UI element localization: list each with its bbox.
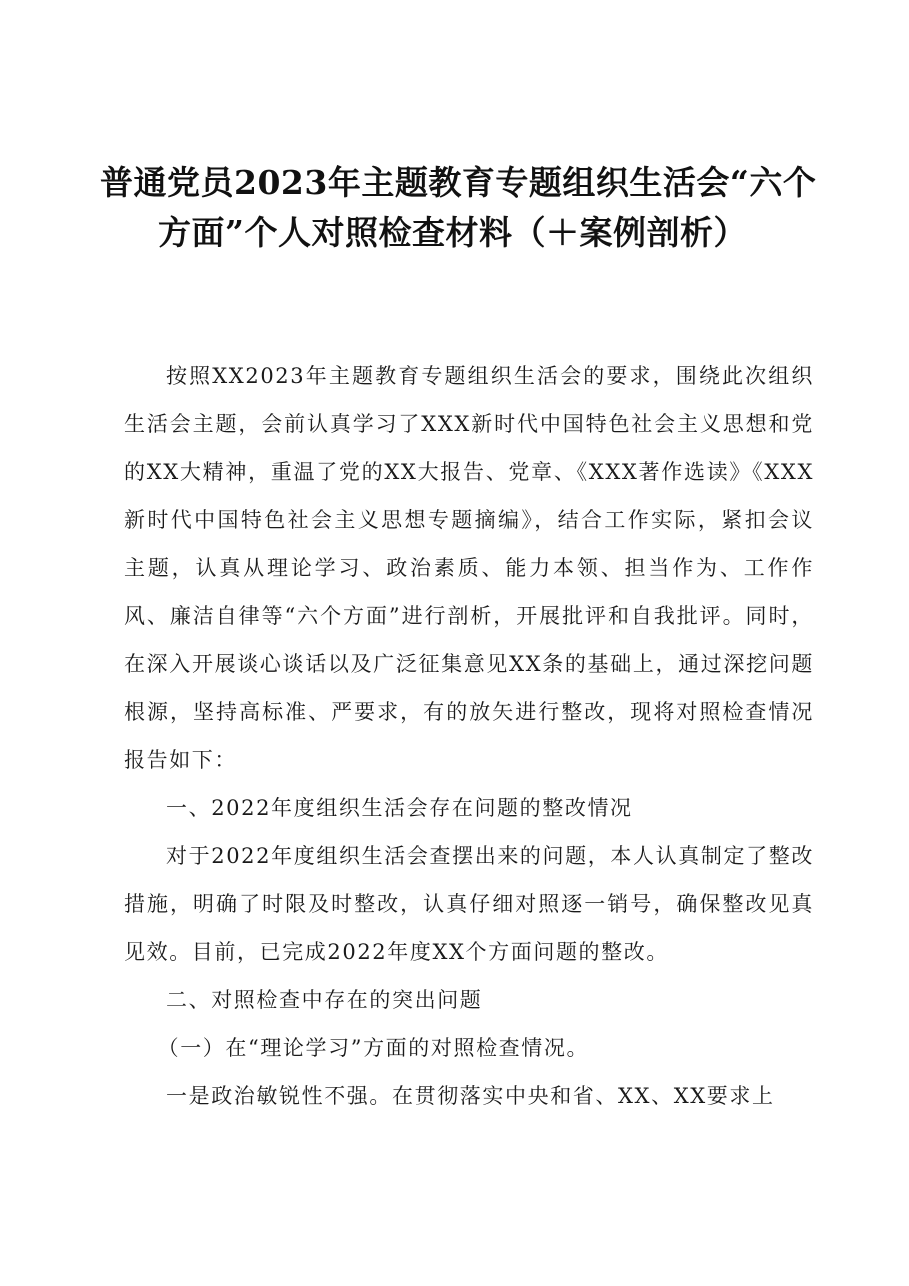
document-body [124, 352, 814, 1120]
subsection-heading-1: （一）在“理论学习”方面的对照检查情况。 [157, 1036, 590, 1060]
title-line-1: 普通党员2023年主题教育专题组织生活会“六个 [100, 163, 817, 202]
section-heading-1: 一、2022年度组织生活会存在问题的整改情况 [166, 796, 633, 820]
rectification-paragraph: 对于2022年度组织生活会查摆出来的问题，本人认真制定了整改措施，明确了时限及时整改，认真仔细对照逐一销号，确保整改见真见效。目前，已完成2022年度XX个方面问题的整改。 [124, 844, 814, 964]
issue-paragraph-1: 一是政治敏锐性不强。在贯彻落实中央和省、XX、XX要求上 [166, 1084, 775, 1108]
document-title [100, 158, 840, 258]
intro-paragraph: 按照XX2023年主题教育专题组织生活会的要求，围绕此次组织生活会主题，会前认真学习了XXX新时代中国特色社会主义思想和党的XX大精神，重温了党的XX大报告、党章、《XXX著作选读》《XXX新时代中国特色社会主义思想专题摘编》，结合工作实际，紧扣会议主题，认真从理论学习、政治素质、能力本领、担当作为、工作作风、廉洁自律等“六个方面”进行剖析，开展批评和自我批评。同时，在深入开展谈心谈话以及广泛征集意见XX条的基础上，通过深挖问题根源，坚持高标准、严要求，有的放矢进行整改，现将对照检查情况报告如下： [124, 364, 814, 772]
title-line-2: 方面”个人对照检查材料（＋案例剖析） [158, 213, 747, 252]
section-heading-2: 二、对照检查中存在的突出问题 [166, 988, 483, 1012]
